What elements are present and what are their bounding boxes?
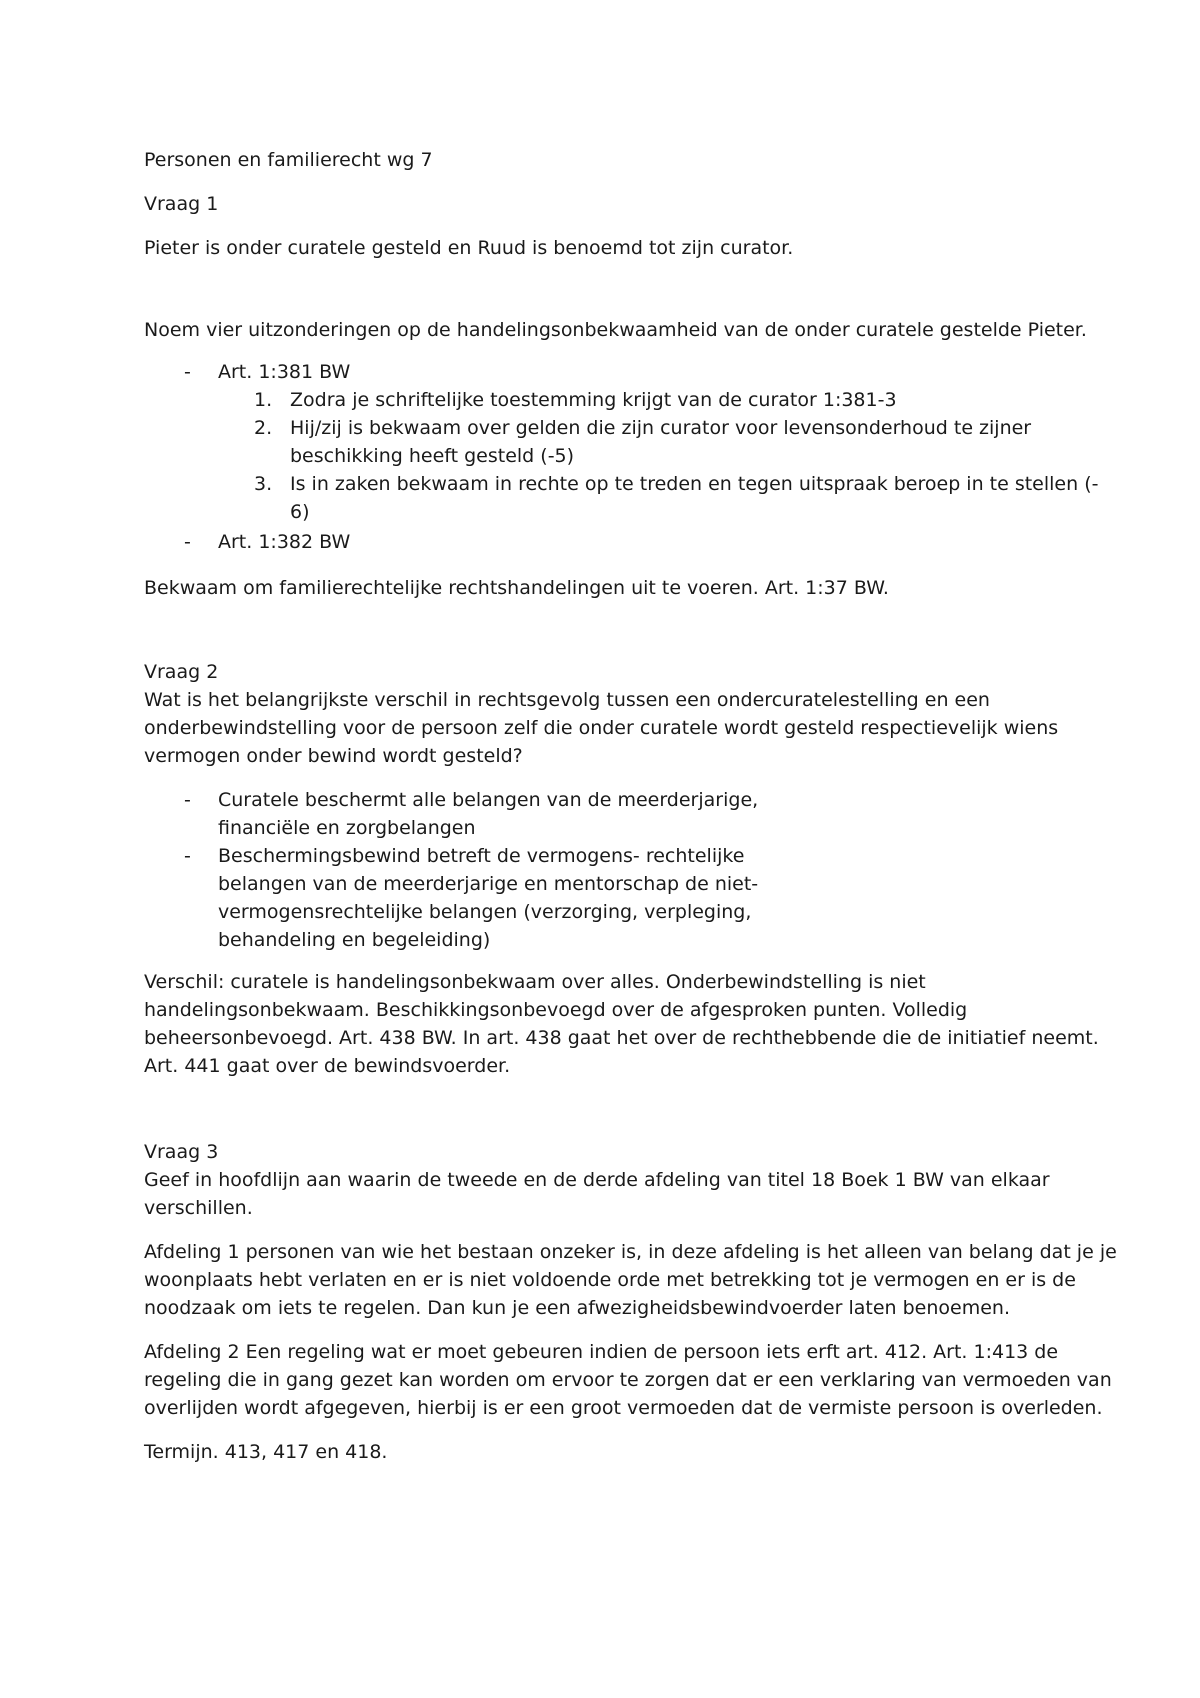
- q2-bullet-2-line-1: Beschermingsbewind betreft de vermogens- rechtelijke: [218, 845, 745, 867]
- q2-bullet-2-line-2: belangen van de meerderjarige en mentorschap de niet-: [218, 873, 759, 895]
- q1-item-2-line-2: beschikking heeft gesteld (-5): [290, 445, 575, 467]
- q2-heading: Vraag 2: [144, 661, 219, 683]
- q2-answer-line-4: Art. 441 gaat over de bewindsvoerder.: [144, 1055, 511, 1077]
- q1-item-2-marker: 2.: [254, 417, 273, 439]
- document-title: Personen en familierecht wg 7: [144, 149, 433, 171]
- bullet-dash: -: [184, 361, 191, 383]
- q2-bullet-2-line-4: behandeling en begeleiding): [218, 929, 491, 951]
- q2-answer-line-2: handelingsonbekwaam. Beschikkingsonbevoegd over de afgesproken punten. Volledig: [144, 999, 968, 1021]
- q3-para1-line-1: Afdeling 1 personen van wie het bestaan onzeker is, in deze afdeling is het alleen van belang dat je je: [144, 1241, 1117, 1263]
- q3-para2-line-2: regeling die in gang gezet kan worden om ervoor te zorgen dat er een verklaring van vermoeden van: [144, 1369, 1112, 1391]
- q1-question: Noem vier uitzonderingen op de handelingsonbekwaamheid van de onder curatele gestelde Pieter.: [144, 319, 1087, 341]
- q1-intro: Pieter is onder curatele gesteld en Ruud is benoemd tot zijn curator.: [144, 237, 794, 259]
- q3-question-line-1: Geef in hoofdlijn aan waarin de tweede en de derde afdeling van titel 18 Boek 1 BW van elkaar: [144, 1169, 1050, 1191]
- q3-heading: Vraag 3: [144, 1141, 219, 1163]
- q1-bullet-2: Art. 1:382 BW: [218, 531, 351, 553]
- bullet-dash: -: [184, 845, 191, 867]
- q1-answer: Bekwaam om familierechtelijke rechtshandelingen uit te voeren. Art. 1:37 BW.: [144, 577, 889, 599]
- q2-question-line-2: onderbewindstelling voor de persoon zelf die onder curatele wordt gesteld respectievelijk wiens: [144, 717, 1059, 739]
- q1-item-3-line-2: 6): [290, 501, 310, 523]
- bullet-dash: -: [184, 789, 191, 811]
- q1-item-2-line-1: Hij/zij is bekwaam over gelden die zijn curator voor levensonderhoud te zijner: [290, 417, 1032, 439]
- q3-para1-line-2: woonplaats hebt verlaten en er is niet voldoende orde met betrekking tot je vermogen en er is de: [144, 1269, 1076, 1291]
- q1-item-1-marker: 1.: [254, 389, 273, 411]
- q1-heading: Vraag 1: [144, 193, 219, 215]
- q3-termijn: Termijn. 413, 417 en 418.: [144, 1441, 388, 1463]
- q2-bullet-2-line-3: vermogensrechtelijke belangen (verzorging, verpleging,: [218, 901, 752, 923]
- bullet-dash: -: [184, 531, 191, 553]
- q1-item-3-marker: 3.: [254, 473, 273, 495]
- q3-para2-line-3: overlijden wordt afgegeven, hierbij is er een groot vermoeden dat de vermiste persoon is overleden.: [144, 1397, 1103, 1419]
- q1-item-1-text: Zodra je schriftelijke toestemming krijgt van de curator 1:381-3: [290, 389, 897, 411]
- q1-bullet-1: Art. 1:381 BW: [218, 361, 351, 383]
- q3-para1-line-3: noodzaak om iets te regelen. Dan kun je een afwezigheidsbewindvoerder laten benoemen.: [144, 1297, 1010, 1319]
- q2-question-line-3: vermogen onder bewind wordt gesteld?: [144, 745, 523, 767]
- q2-bullet-1-line-2: financiële en zorgbelangen: [218, 817, 476, 839]
- q2-answer-line-3: beheersonbevoegd. Art. 438 BW. In art. 438 gaat het over de rechthebbende die de initiatief neemt.: [144, 1027, 1099, 1049]
- q3-para2-line-1: Afdeling 2 Een regeling wat er moet gebeuren indien de persoon iets erft art. 412. Art. 1:413 de: [144, 1341, 1059, 1363]
- q2-answer-line-1: Verschil: curatele is handelingsonbekwaam over alles. Onderbewindstelling is niet: [144, 971, 926, 993]
- q2-bullet-1-line-1: Curatele beschermt alle belangen van de meerderjarige,: [218, 789, 759, 811]
- q1-item-3-line-1: Is in zaken bekwaam in rechte op te treden en tegen uitspraak beroep in te stellen (-: [290, 473, 1099, 495]
- q2-question-line-1: Wat is het belangrijkste verschil in rechtsgevolg tussen een ondercuratelestelling en een: [144, 689, 990, 711]
- q3-question-line-2: verschillen.: [144, 1197, 253, 1219]
